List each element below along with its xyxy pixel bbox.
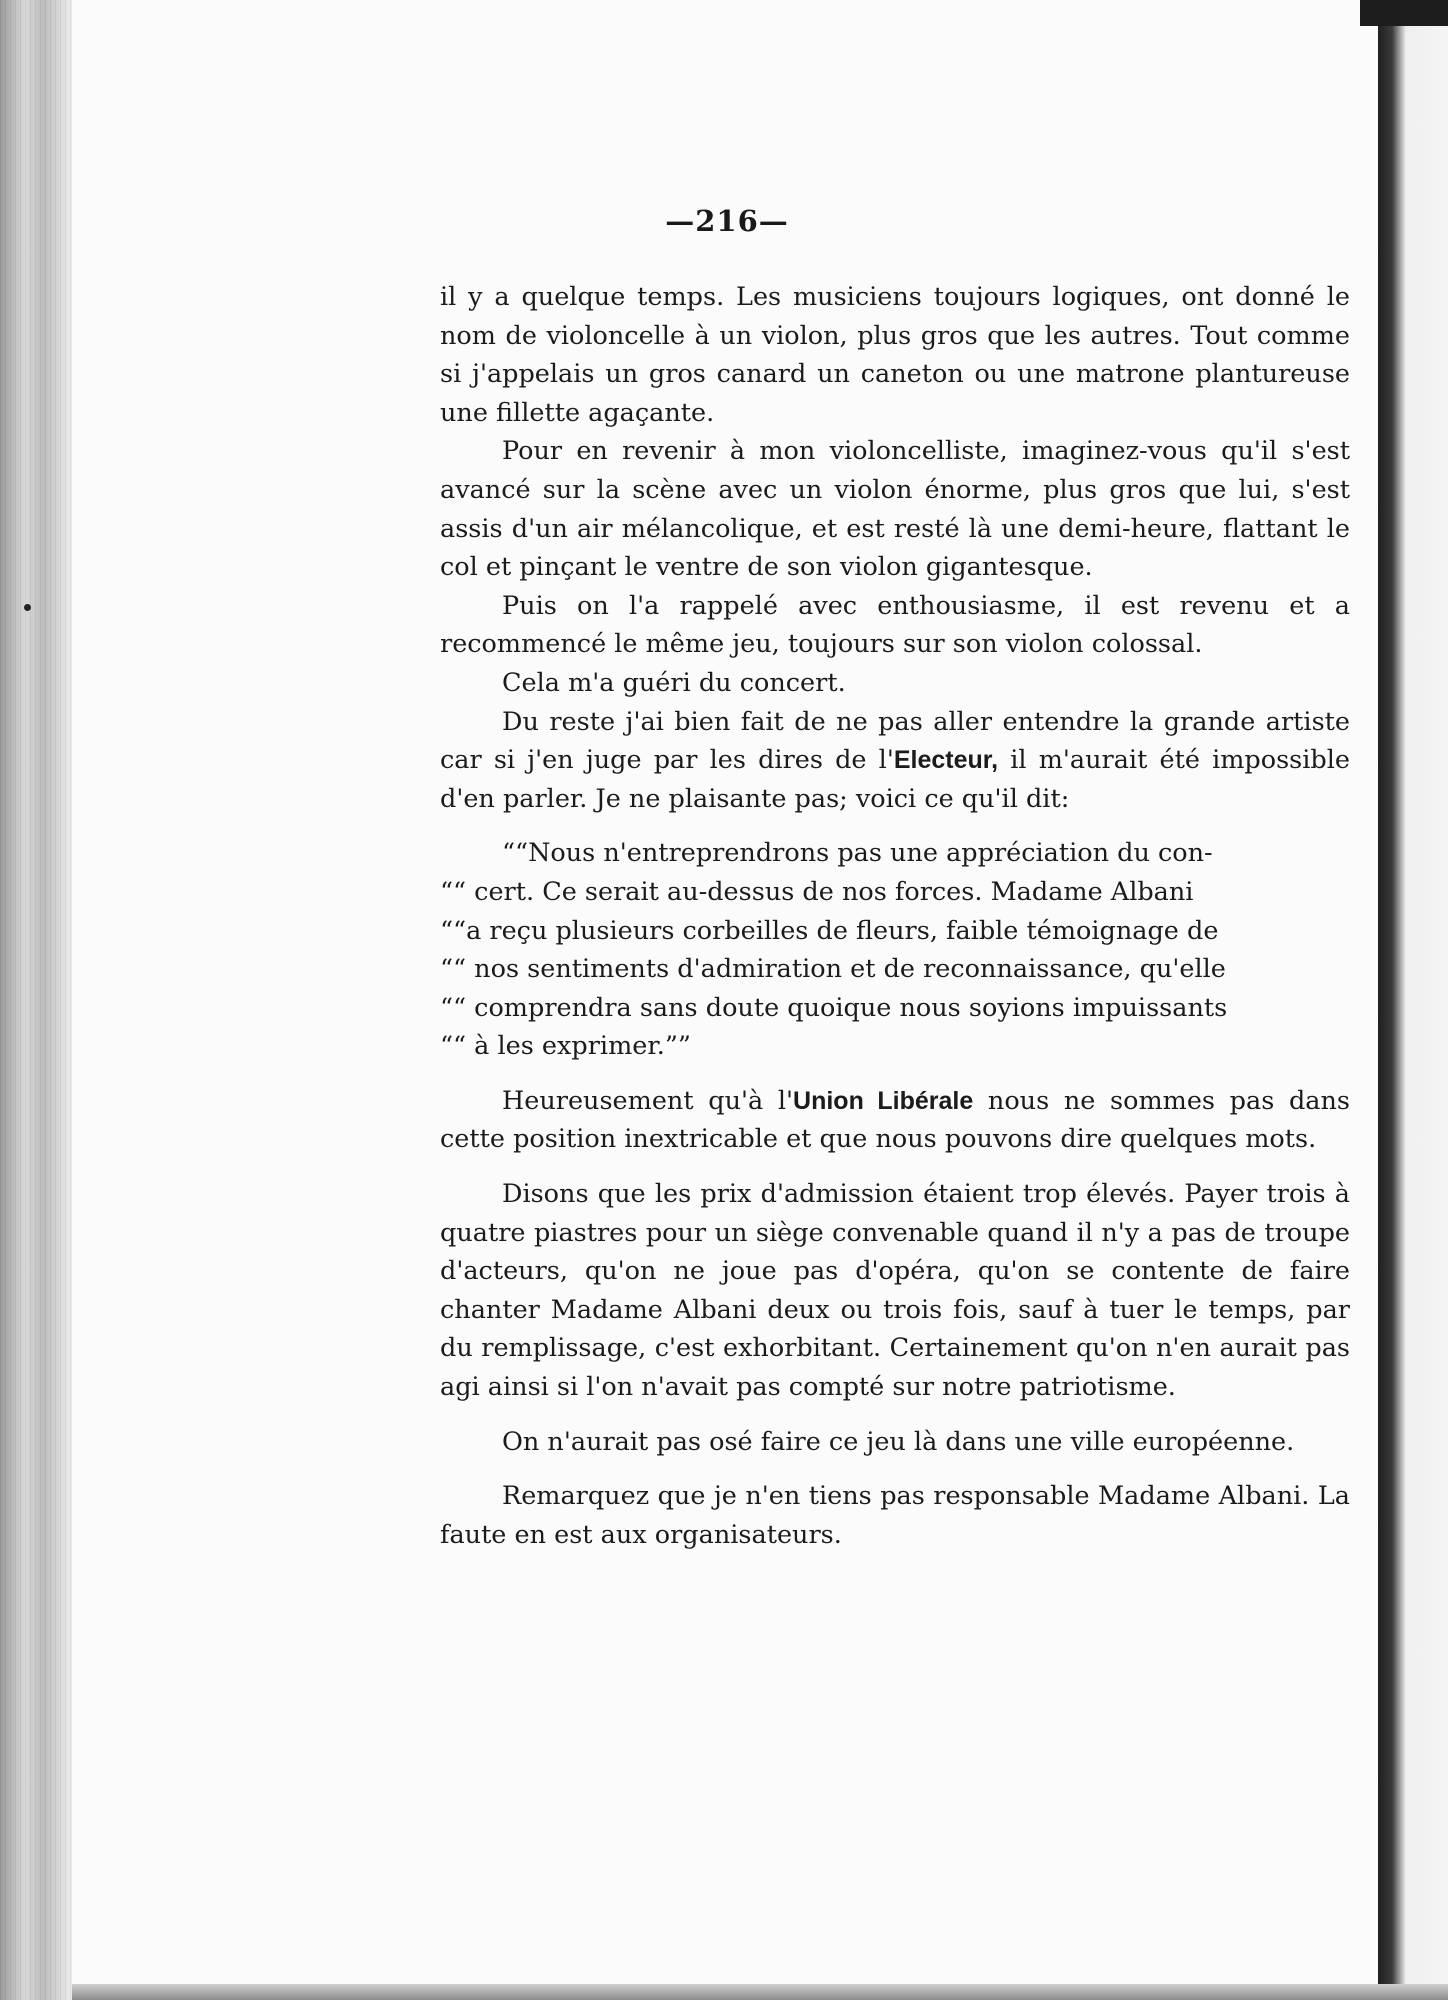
- paragraph-7: Disons que les prix d'admission étaient trop élevés. Payer trois à quatre piastres pour un siège convenable quand il n'y a pas de troupe d'acteurs, qu'on ne joue pas d'opéra, qu'on se contente de faire chanter Madame Albani deux ou trois fois, sauf à tuer le temps, par du remplissage, c'est exhorbitant. Certainement qu'on n'en aurait pas agi ainsi si l'on n'avait pas compté sur notre patriotisme.: [440, 1179, 1350, 1403]
- gutter-texture: [0, 0, 72, 2000]
- paragraph-4: Cela m'a guéri du concert.: [502, 667, 846, 698]
- quote-line-3: ““a reçu plusieurs corbeilles de fleurs, faible témoignage de: [440, 915, 1219, 946]
- quotation-block: [440, 834, 1350, 1066]
- newspaper-name-union-liberale: Union Libérale: [793, 1086, 974, 1115]
- paragraph-6-text-a: Heureusement qu'à l': [502, 1085, 794, 1116]
- paragraph-5: [440, 703, 1350, 819]
- paragraph-6-text-b: nous ne sommes pas dans cette position inextricable et que nous pouvons dire quelques mots.: [440, 1085, 1350, 1155]
- quote-line-2: ““ cert. Ce serait au-dessus de nos forces. Madame Albani: [440, 876, 1194, 907]
- quote-line-1: ““Nous n'entreprendrons pas une appréciation du con-: [502, 838, 1213, 869]
- book-page: [72, 0, 1382, 2000]
- paragraph-6: [440, 1082, 1350, 1159]
- paragraph-1: il y a quelque temps. Les musiciens toujours logiques, ont donné le nom de violoncelle à un violon, plus gros que les autres. Tout comme si j'appelais un gros canard un caneton ou une matrone plantureuse une fillette agaçante.: [440, 282, 1350, 428]
- page-number: —216—: [665, 204, 789, 238]
- newspaper-name-electeur: Electeur,: [893, 746, 999, 775]
- page-bottom-edge: [72, 1984, 1448, 2000]
- paragraph-8: On n'aurait pas osé faire ce jeu là dans une ville européenne.: [502, 1426, 1295, 1457]
- quote-line-6: ““ à les exprimer.””: [440, 1031, 691, 1062]
- paragraph-5-text-b: il m'aurait été impossible d'en parler. Je ne plaisante pas; voici ce qu'il dit:: [440, 745, 1350, 814]
- scan-shadow: [1360, 0, 1448, 26]
- book-spine-edge: [1378, 0, 1448, 2000]
- page-body: [440, 278, 1350, 1554]
- quote-line-4: ““ nos sentiments d'admiration et de reconnaissance, qu'elle: [440, 954, 1226, 985]
- paragraph-3: Puis on l'a rappelé avec enthousiasme, il est revenu et a recommencé le même jeu, toujours sur son violon colossal.: [440, 590, 1350, 660]
- paragraph-2: Pour en revenir à mon violoncelliste, imaginez-vous qu'il s'est avancé sur la scène avec un violon énorme, plus gros que lui, s'est assis d'un air mélancolique, et est resté là une demi-heure, flattant le col et pinçant le ventre de son violon gigantesque.: [440, 436, 1350, 583]
- quote-line-5: ““ comprendra sans doute quoique nous soyions impuissants: [440, 992, 1228, 1023]
- paragraph-5-text-a: Du reste j'ai bien fait de ne pas aller entendre la grande artiste car si j'en juge par les dires de l': [440, 706, 1350, 776]
- ink-speck: [24, 604, 31, 611]
- paragraph-9: Remarquez que je n'en tiens pas responsable Madame Albani. La faute en est aux organisateurs.: [440, 1481, 1350, 1550]
